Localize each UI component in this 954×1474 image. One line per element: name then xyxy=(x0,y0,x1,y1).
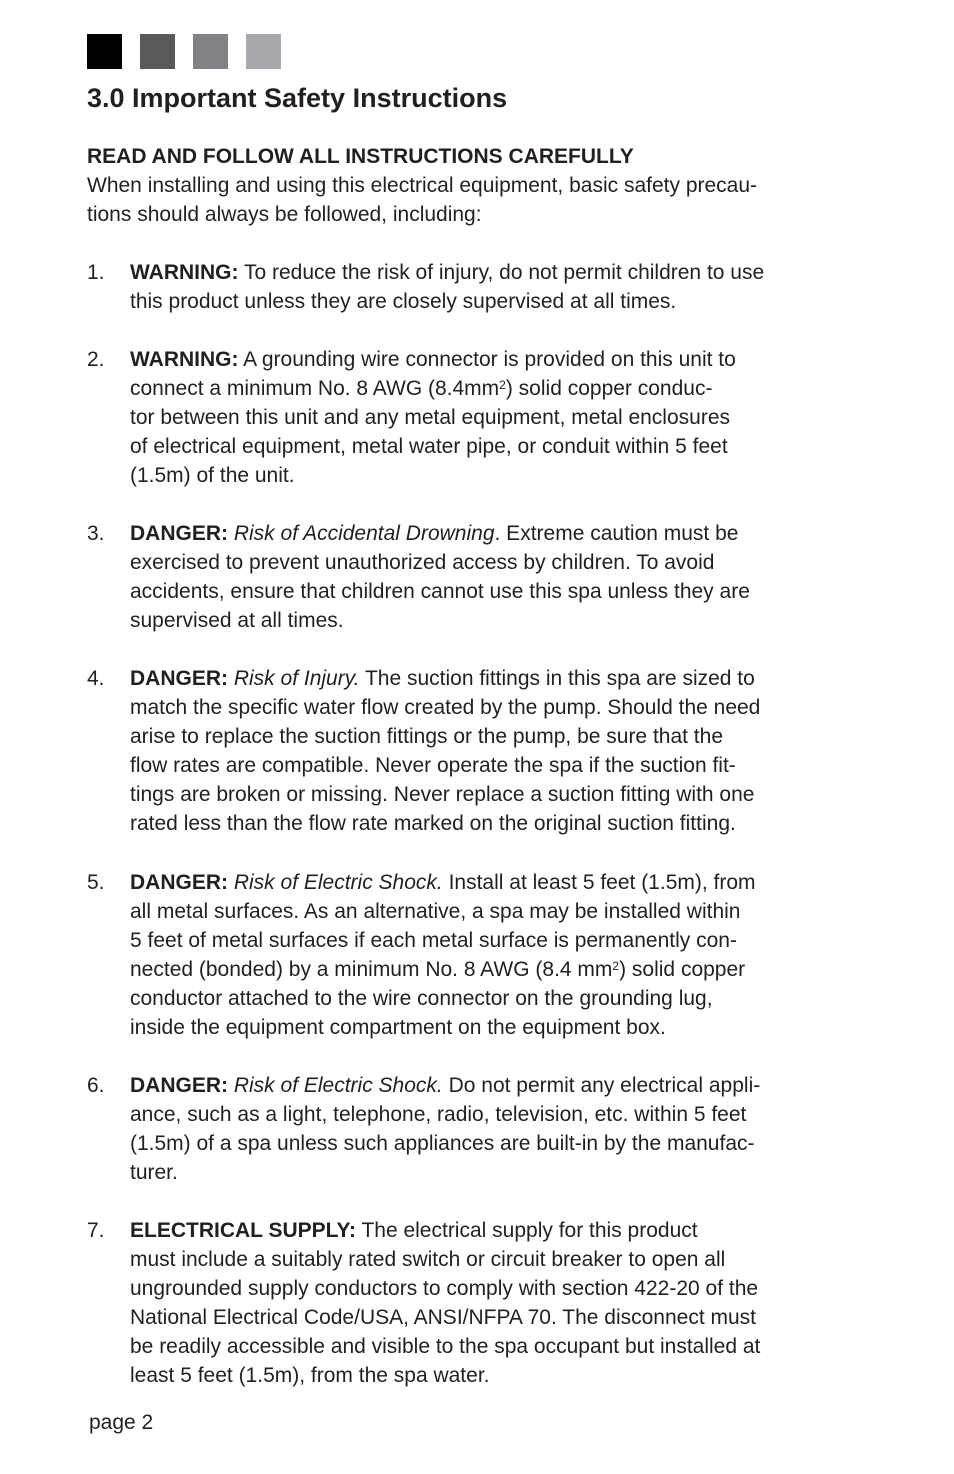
item-label: DANGER: xyxy=(130,1074,228,1097)
item-text: To reduce the risk of injury, do not permit children to use xyxy=(238,261,765,284)
item-line: this product unless they are closely supervised at all times. xyxy=(130,290,677,313)
item-line: supervised at all times. xyxy=(130,609,344,632)
item-number: 5. xyxy=(87,871,105,894)
color-square-1 xyxy=(87,34,122,69)
item-number: 3. xyxy=(87,522,105,545)
item-line: ungrounded supply conductors to comply with section 422-20 of the xyxy=(130,1277,759,1300)
intro-block xyxy=(87,142,877,229)
item-line: ance, such as a light, telephone, radio, television, etc. within 5 feet xyxy=(130,1103,747,1126)
item-line: tor between this unit and any metal equipment, metal enclosures xyxy=(130,406,731,429)
color-square-2 xyxy=(140,34,175,69)
item-text: The electrical supply for this product xyxy=(355,1219,698,1242)
item-line: National Electrical Code/USA, ANSI/NFPA 70. The disconnect must xyxy=(130,1306,757,1329)
item-text: ) solid copper conduc- xyxy=(505,377,713,400)
item-risk: Risk of Accidental Drowning xyxy=(233,522,495,545)
item-text: . Extreme caution must be xyxy=(494,522,739,545)
item-text: Install at least 5 feet (1.5m), from xyxy=(442,871,756,894)
item-line: least 5 feet (1.5m), from the spa water. xyxy=(130,1364,490,1387)
item-line: (1.5m) of the unit. xyxy=(130,464,295,487)
item-number: 7. xyxy=(87,1219,105,1242)
item-line: of electrical equipment, metal water pipe, or conduit within 5 feet xyxy=(130,435,728,458)
header-color-squares xyxy=(87,34,299,69)
item-label: DANGER: xyxy=(130,667,228,690)
item-number: 2. xyxy=(87,348,105,371)
item-label: ELECTRICAL SUPPLY: xyxy=(130,1219,356,1242)
safety-item-6 xyxy=(87,1071,887,1187)
intro-heading: READ AND FOLLOW ALL INSTRUCTIONS CAREFULLY xyxy=(87,145,634,168)
safety-item-3 xyxy=(87,519,887,635)
safety-item-2 xyxy=(87,345,887,490)
item-text: connect a minimum No. 8 AWG (8.4mm xyxy=(130,377,500,400)
item-risk: Risk of Electric Shock. xyxy=(233,871,443,894)
safety-item-5 xyxy=(87,868,887,1042)
superscript: 2 xyxy=(612,959,620,973)
item-line: rated less than the flow rate marked on the original suction fitting. xyxy=(130,812,736,835)
item-text: Do not permit any electrical appli- xyxy=(442,1074,761,1097)
item-risk: Risk of Injury. xyxy=(233,667,360,690)
item-line: turer. xyxy=(130,1161,178,1184)
intro-line: tions should always be followed, including: xyxy=(87,203,482,226)
item-line: conductor attached to the wire connector on the grounding lug, xyxy=(130,987,713,1010)
item-line: all metal surfaces. As an alternative, a spa may be installed within xyxy=(130,900,741,923)
safety-item-4 xyxy=(87,664,887,838)
item-line: match the specific water flow created by the pump. Should the need xyxy=(130,696,761,719)
item-risk: Risk of Electric Shock. xyxy=(233,1074,443,1097)
item-line: arise to replace the suction fittings or the pump, be sure that the xyxy=(130,725,724,748)
item-line: must include a suitably rated switch or circuit breaker to open all xyxy=(130,1248,726,1271)
intro-line: When installing and using this electrical equipment, basic safety precau- xyxy=(87,174,758,197)
item-number: 6. xyxy=(87,1074,105,1097)
superscript: 2 xyxy=(499,378,506,392)
item-label: DANGER: xyxy=(130,522,228,545)
item-text: The suction fittings in this spa are sized to xyxy=(359,667,755,690)
item-line: be readily accessible and visible to the spa occupant but installed at xyxy=(130,1335,761,1358)
item-line: (1.5m) of a spa unless such appliances are built-in by the manufac- xyxy=(130,1132,755,1155)
item-text: A grounding wire connector is provided on this unit to xyxy=(238,348,736,371)
item-line: tings are broken or missing. Never replace a suction fitting with one xyxy=(130,783,755,806)
item-number: 1. xyxy=(87,261,105,284)
item-label: WARNING: xyxy=(130,348,239,371)
section-title: 3.0 Important Safety Instructions xyxy=(87,83,508,113)
color-square-3 xyxy=(193,34,228,69)
item-label: WARNING: xyxy=(130,261,239,284)
color-square-4 xyxy=(246,34,281,69)
item-number: 4. xyxy=(87,667,105,690)
safety-item-1 xyxy=(87,258,887,316)
item-text: nected (bonded) by a minimum No. 8 AWG (8.4 mm xyxy=(130,958,613,981)
item-text: ) solid copper xyxy=(619,958,746,981)
page-number: page 2 xyxy=(89,1411,154,1434)
safety-item-7 xyxy=(87,1216,887,1390)
item-line: accidents, ensure that children cannot use this spa unless they are xyxy=(130,580,750,603)
item-line: flow rates are compatible. Never operate the spa if the suction fit- xyxy=(130,754,736,777)
item-line: 5 feet of metal surfaces if each metal surface is permanently con- xyxy=(130,929,737,952)
item-line: inside the equipment compartment on the equipment box. xyxy=(130,1016,666,1039)
item-line: exercised to prevent unauthorized access by children. To avoid xyxy=(130,551,715,574)
item-label: DANGER: xyxy=(130,871,228,894)
